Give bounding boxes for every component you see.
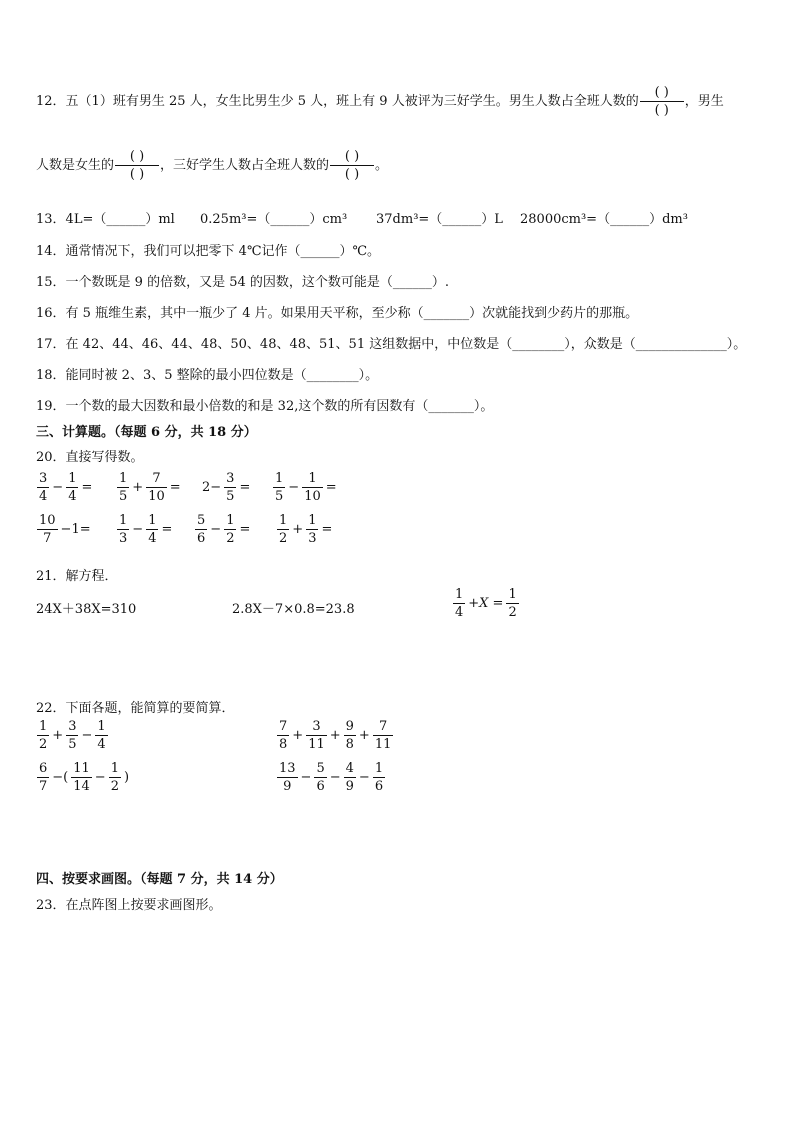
fraction bbox=[277, 514, 289, 545]
fraction bbox=[302, 472, 323, 503]
denominator: 3 bbox=[119, 531, 128, 546]
fraction bbox=[37, 762, 49, 793]
operator: + bbox=[132, 480, 144, 495]
fraction bbox=[306, 720, 327, 751]
equals: = bbox=[161, 522, 173, 537]
operator: + bbox=[329, 728, 341, 743]
fraction bbox=[37, 514, 58, 545]
q13-item-4: 28000cm³=（______）dm³ bbox=[520, 212, 688, 227]
question-12-line2 bbox=[36, 150, 388, 181]
numerator: 1 bbox=[308, 513, 317, 528]
fraction bbox=[109, 762, 121, 793]
denominator: 4 bbox=[39, 489, 48, 504]
numerator: 1 bbox=[374, 761, 384, 776]
question-22-title: 22．下面各题，能简算的要简算． bbox=[36, 701, 235, 716]
denominator: 10 bbox=[148, 489, 165, 504]
numerator: 1 bbox=[148, 513, 157, 528]
fraction-numerator: ( ) bbox=[115, 150, 159, 166]
fraction bbox=[71, 762, 92, 793]
fraction-numerator: ( ) bbox=[330, 150, 374, 166]
denominator: 2 bbox=[226, 531, 235, 546]
question-14: 14．通常情况下，我们可以把零下 4℃记作（______）℃。 bbox=[36, 244, 381, 259]
denominator: 9 bbox=[283, 779, 292, 794]
fraction bbox=[224, 514, 236, 545]
denominator: 4 bbox=[97, 737, 106, 752]
fraction bbox=[277, 720, 289, 751]
numerator: 1 bbox=[68, 471, 77, 486]
operator: −( bbox=[52, 770, 69, 785]
denominator: 6 bbox=[374, 779, 384, 794]
numerator: 4 bbox=[345, 761, 354, 776]
q13-item-3: 37dm³=（______）L bbox=[376, 212, 503, 227]
whole-number: 2− bbox=[202, 480, 222, 495]
fraction bbox=[224, 472, 236, 503]
simplify-expr-2 bbox=[276, 720, 394, 751]
fraction bbox=[314, 762, 326, 793]
fraction bbox=[146, 472, 167, 503]
q20-expr-5 bbox=[36, 514, 93, 545]
operator: − bbox=[300, 770, 312, 785]
fraction bbox=[344, 720, 356, 751]
denominator: 2 bbox=[39, 737, 48, 752]
numerator: 3 bbox=[306, 720, 327, 736]
operator: + bbox=[52, 728, 64, 743]
numerator: 1 bbox=[455, 587, 464, 602]
fraction bbox=[66, 720, 78, 751]
operator: − bbox=[81, 728, 93, 743]
numerator: 1 bbox=[39, 719, 48, 734]
fraction bbox=[344, 762, 356, 793]
denominator: 11 bbox=[308, 737, 325, 752]
fraction bbox=[146, 514, 158, 545]
operator: +X = bbox=[468, 596, 504, 611]
fraction bbox=[95, 720, 107, 751]
equals: = bbox=[81, 480, 93, 495]
simplify-expr-3 bbox=[36, 762, 131, 793]
denominator: 14 bbox=[73, 779, 90, 794]
operator: − bbox=[288, 480, 300, 495]
q12-text-2: ，男生 bbox=[684, 94, 724, 109]
q20-expr-2 bbox=[116, 472, 183, 503]
equals: = bbox=[239, 480, 251, 495]
q20-expr-7 bbox=[194, 514, 252, 545]
operator: − bbox=[329, 770, 341, 785]
fraction bbox=[506, 588, 518, 619]
q13-item-1: 13．4L=（______）ml bbox=[36, 212, 175, 227]
equation-3 bbox=[452, 588, 520, 619]
fraction bbox=[195, 514, 207, 545]
denominator: 5 bbox=[275, 489, 284, 504]
denominator: 4 bbox=[68, 489, 77, 504]
equals: = bbox=[239, 522, 251, 537]
numerator: 1 bbox=[279, 513, 288, 528]
fraction bbox=[66, 472, 78, 503]
numerator: 3 bbox=[226, 471, 235, 486]
denominator: 5 bbox=[226, 489, 235, 504]
answer-fraction-blank[interactable] bbox=[330, 150, 374, 181]
numerator: 6 bbox=[39, 761, 48, 776]
numerator: 1 bbox=[302, 472, 323, 488]
question-21-title: 21．解方程． bbox=[36, 569, 118, 584]
denominator: 11 bbox=[374, 737, 392, 752]
q20-expr-3 bbox=[200, 472, 252, 503]
question-18: 18．能同时被 2、3、5 整除的最小四位数是（________）。 bbox=[36, 368, 379, 383]
numerator: 1 bbox=[508, 587, 517, 602]
numerator: 1 bbox=[275, 471, 284, 486]
fraction bbox=[273, 472, 285, 503]
fraction bbox=[306, 514, 318, 545]
fraction bbox=[37, 472, 49, 503]
numerator: 1 bbox=[97, 719, 106, 734]
question-17: 17．在 42、44、46、44、48、50、48、48、51、51 这组数据中，中位数是（________），众数是（______________）。 bbox=[36, 337, 747, 352]
answer-fraction-blank[interactable] bbox=[115, 150, 159, 181]
denominator: 2 bbox=[110, 779, 119, 794]
fraction-denominator: ( ) bbox=[344, 167, 360, 182]
numerator: 3 bbox=[39, 471, 48, 486]
operator: + bbox=[292, 728, 304, 743]
q12-text-3: 人数是女生的 bbox=[36, 158, 115, 173]
operator: − bbox=[358, 770, 370, 785]
equals: = bbox=[321, 522, 333, 537]
denominator: 5 bbox=[119, 489, 128, 504]
denominator: 5 bbox=[68, 737, 77, 752]
operator: + bbox=[358, 728, 370, 743]
question-15: 15．一个数既是 9 的倍数，又是 54 的因数，这个数可能是（______）. bbox=[36, 275, 450, 290]
q12-text-4: ，三好学生人数占全班人数的 bbox=[160, 158, 330, 173]
q12-text-5: 。 bbox=[375, 158, 389, 173]
fraction bbox=[277, 762, 298, 793]
equation-1: 24X＋38X=310 bbox=[36, 602, 137, 617]
numerator: 9 bbox=[345, 719, 354, 734]
denominator: 3 bbox=[308, 531, 317, 546]
numerator: 7 bbox=[146, 472, 167, 488]
numerator: 1 bbox=[119, 471, 128, 486]
question-12-line1 bbox=[36, 86, 724, 117]
denominator: 4 bbox=[455, 605, 464, 620]
denominator: 6 bbox=[316, 779, 325, 794]
simplify-expr-4 bbox=[276, 762, 386, 793]
fraction-numerator: ( ) bbox=[640, 86, 684, 102]
q20-expr-8 bbox=[276, 514, 334, 545]
numerator: 1 bbox=[226, 513, 235, 528]
q20-expr-1 bbox=[36, 472, 94, 503]
numerator: 3 bbox=[68, 719, 77, 734]
section-3-heading: 三、计算题。（每题 6 分，共 18 分） bbox=[36, 425, 257, 440]
denominator: 2 bbox=[279, 531, 288, 546]
q20-expr-4 bbox=[272, 472, 339, 503]
q13-item-2: 0.25m³=（______）cm³ bbox=[200, 212, 348, 227]
operator: − bbox=[52, 480, 64, 495]
equals: = bbox=[325, 480, 337, 495]
simplify-expr-1 bbox=[36, 720, 109, 751]
numerator: 13 bbox=[279, 761, 296, 776]
fraction-denominator: ( ) bbox=[129, 167, 145, 182]
question-16: 16．有 5 瓶维生素，其中一瓶少了 4 片。如果用天平称，至少称（_______）次就能找到少药片的那瓶。 bbox=[36, 306, 639, 321]
fraction bbox=[373, 762, 385, 793]
equals: = bbox=[169, 480, 181, 495]
operator: − bbox=[132, 522, 144, 537]
numerator: 1 bbox=[119, 513, 128, 528]
fraction bbox=[37, 720, 49, 751]
q20-expr-6 bbox=[116, 514, 174, 545]
question-23: 23．在点阵图上按要求画图形。 bbox=[36, 898, 222, 913]
denominator: 6 bbox=[197, 531, 206, 546]
denominator: 2 bbox=[508, 605, 517, 620]
numerator: 10 bbox=[39, 513, 56, 528]
question-19: 19．一个数的最大因数和最小倍数的和是 32,这个数的所有因数有（_______）。 bbox=[36, 399, 494, 414]
section-4-heading: 四、按要求画图。（每题 7 分，共 14 分） bbox=[36, 872, 283, 887]
equation-2: 2.8X－7×0.8=23.8 bbox=[232, 602, 355, 617]
answer-fraction-blank[interactable] bbox=[640, 86, 684, 117]
fraction bbox=[453, 588, 465, 619]
denominator: 9 bbox=[345, 779, 354, 794]
numerator: 5 bbox=[197, 513, 206, 528]
denominator: 4 bbox=[148, 531, 157, 546]
operator: − bbox=[94, 770, 106, 785]
fraction bbox=[373, 720, 394, 751]
numerator: 7 bbox=[373, 720, 394, 736]
operator: ) bbox=[123, 770, 130, 785]
denominator: 8 bbox=[279, 737, 288, 752]
denominator: 10 bbox=[304, 489, 321, 504]
numerator: 5 bbox=[316, 761, 325, 776]
denominator: 8 bbox=[345, 737, 354, 752]
numerator: 11 bbox=[73, 761, 90, 776]
numerator: 1 bbox=[110, 761, 119, 776]
fraction-denominator: ( ) bbox=[654, 103, 669, 118]
fraction bbox=[117, 472, 129, 503]
numerator: 7 bbox=[279, 719, 288, 734]
operator: + bbox=[292, 522, 304, 537]
fraction bbox=[117, 514, 129, 545]
denominator: 7 bbox=[43, 531, 52, 546]
denominator: 7 bbox=[39, 779, 48, 794]
operator: −1= bbox=[60, 522, 91, 537]
question-20-title: 20．直接写得数。 bbox=[36, 450, 144, 465]
q12-text-1: 12．五（1）班有男生 25 人，女生比男生少 5 人，班上有 9 人被评为三好学生。男生人数占全班人数的 bbox=[36, 94, 639, 109]
operator: − bbox=[210, 522, 222, 537]
